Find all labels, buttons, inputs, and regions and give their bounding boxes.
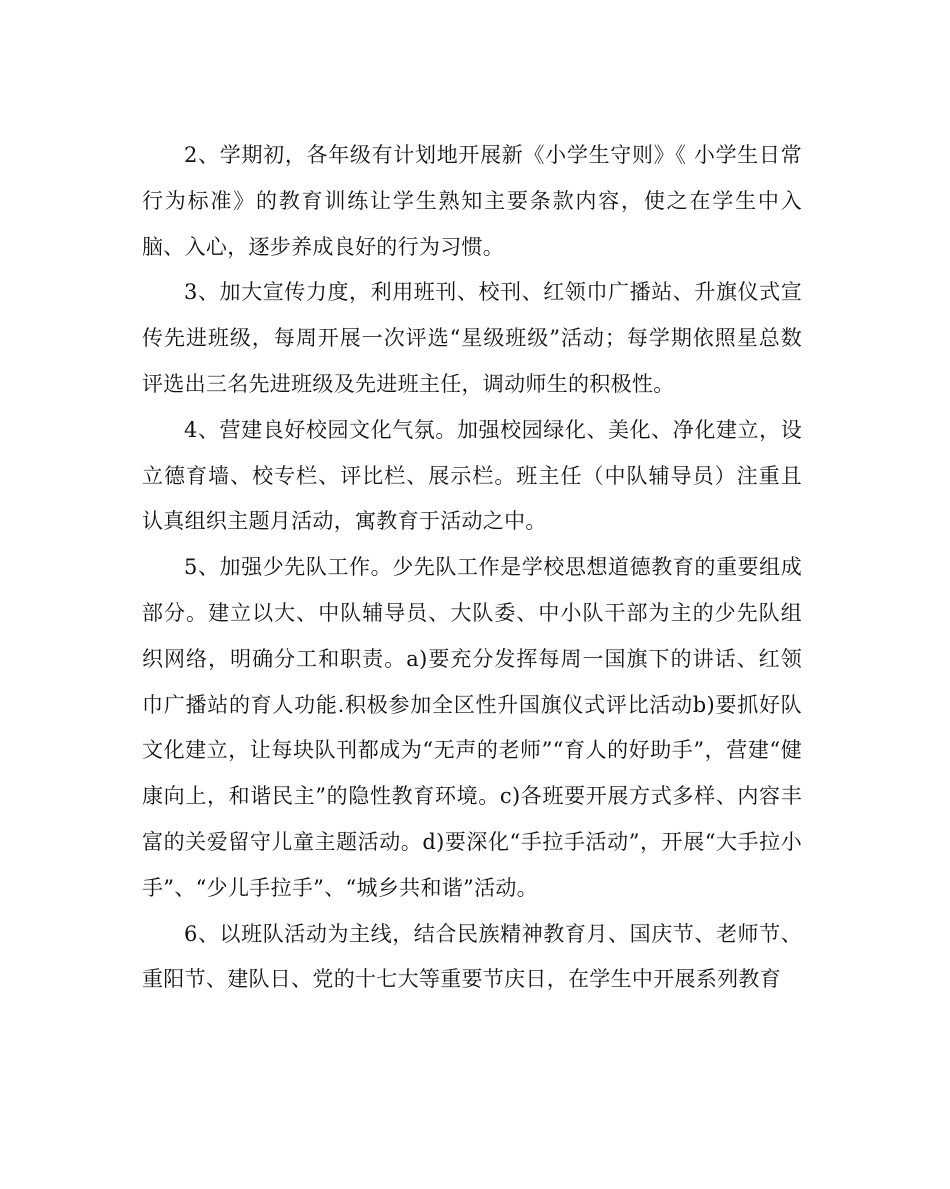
paragraph-6: 6、以班队活动为主线，结合民族精神教育月、国庆节、老师节、重阳节、建队日、党的十七大等重要节庆日，在学生中开展系列教育 [142,921,802,992]
paragraph-4: 4、营建良好校园文化气氛。加强校园绿化、美化、净化建立，设立德育墙、校专栏、评比栏、展示栏。班主任（中队辅导员）注重且认真组织主题月活动，寓教育于活动之中。 [142,417,802,534]
paragraph-2: 2、学期初，各年级有计划地开展新《小学生守则》《 小学生日常行为标准》的教育训练让学生熟知主要条款内容，使之在学生中入脑、入心，逐步养成良好的行为习惯。 [142,143,802,259]
document-body [142,133,802,1003]
paragraph-5: 5、加强少先队工作。少先队工作是学校思想道德教育的重要组成部分。建立以大、中队辅导员、大队委、中小队干部为主的少先队组织网络，明确分工和职责。a)要充分发挥每周一国旗下的讲话、红领巾广播站的育人功能.积极参加全区性升国旗仪式评比活动b)要抓好队文化建立，让每块队刊都成为“无声的老师”“育人的好助手”，营建“健康向上，和谐民主”的隐性教育环境。c)各班要开展方式多样、内容丰富的关爱留守儿童主题活动。d)要深化“手拉手活动”，开展“大手拉小手”、“少儿手拉手”、“城乡共和谐”活动。 [142,555,802,900]
paragraph-3: 3、加大宣传力度，利用班刊、校刊、红领巾广播站、升旗仪式宣传先进班级，每周开展一次评选“星级班级”活动；每学期依照星总数评选出三名先进班级及先进班主任，调动师生的积极性。 [142,280,802,396]
